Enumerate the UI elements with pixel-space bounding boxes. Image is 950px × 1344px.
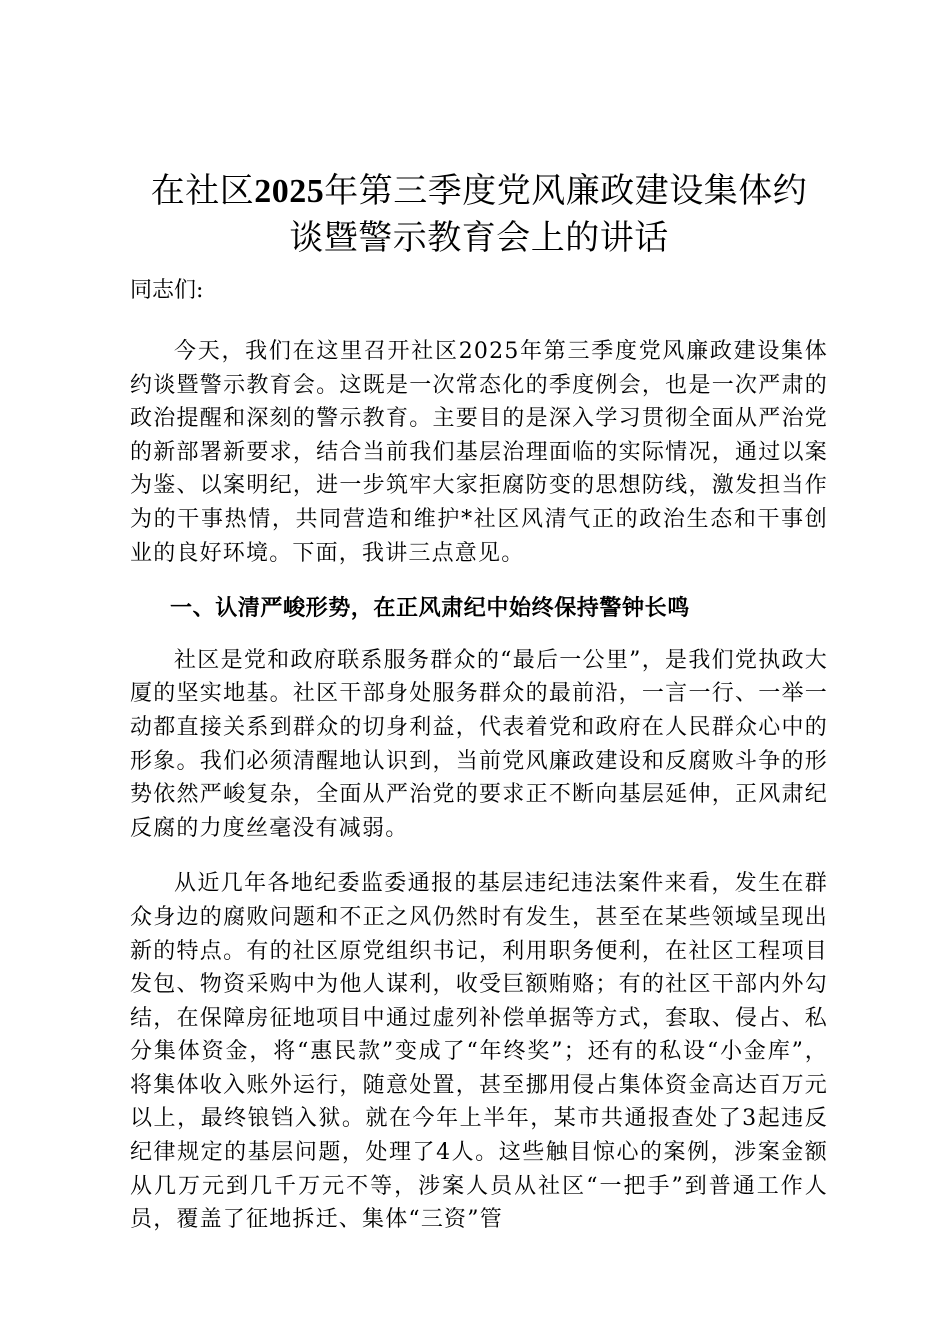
section1-paragraph-2: 从近几年各地纪委监委通报的基层违纪违法案件来看，发生在群众身边的腐败问题和不正之风仍然时有发生，甚至在某些领域呈现出新的特点。有的社区原党组织书记，利用职务便利，在社区工程项目发包、物资采购中为他人谋利，收受巨额贿赂；有的社区干部内外勾结，在保障房征地项目中通过虚列补偿单据等方式，套取、侵占、私分集体资金，将“惠民款”变成了“年终奖”；还有的私设“小金库”，将集体收入账外运行，随意处置，甚至挪用侵占集体资金高达百万元以上，最终锒铛入狱。就在今年上半年，某市共通报查处了3起违反纪律规定的基层问题，处理了4人。这些触目惊心的案例，涉案金额从几万元到几千万元不等，涉案人员从社区“一把手”到普通工作人员，覆盖了征地拆迁、集体“三资”管 <box>130 871 828 1233</box>
section-heading-1: 一、认清严峻形势，在正风肃纪中始终保持警钟长鸣 <box>170 596 690 622</box>
salutation: 同志们: <box>130 278 204 303</box>
document-title <box>130 168 828 262</box>
section1-paragraph-1: 社区是党和政府联系服务群众的“最后一公里”，是我们党执政大厦的坚实地基。社区干部身处服务群众的最前沿，一言一行、一举一动都直接关系到群众的切身利益，代表着党和政府在人民群众心中的形象。我们必须清醒地认识到，当前党风廉政建设和反腐败斗争的形势依然严峻复杂，全面从严治党的要求正不断向基层延伸，正风肃纪反腐的力度丝毫没有减弱。 <box>130 647 828 841</box>
intro-paragraph: 今天，我们在这里召开社区2025年第三季度党风廉政建设集体约谈暨警示教育会。这既是一次常态化的季度例会，也是一次严肃的政治提醒和深刻的警示教育。主要目的是深入学习贯彻全面从严治党的新部署新要求，结合当前我们基层治理面临的实际情况，通过以案为鉴、以案明纪，进一步筑牢大家拒腐防变的思想防线，激发担当作为的干事热情，共同营造和维护*社区风清气正的政治生态和干事创业的良好环境。下面，我讲三点意见。 <box>130 339 828 566</box>
title-line2: 谈暨警示教育会上的讲话 <box>289 218 669 258</box>
title-year: 2025 <box>254 173 325 210</box>
title-suffix: 年第三季度党风廉政建设集体约 <box>324 171 808 211</box>
document-page <box>130 0 828 1237</box>
title-prefix: 在社区 <box>150 171 255 211</box>
